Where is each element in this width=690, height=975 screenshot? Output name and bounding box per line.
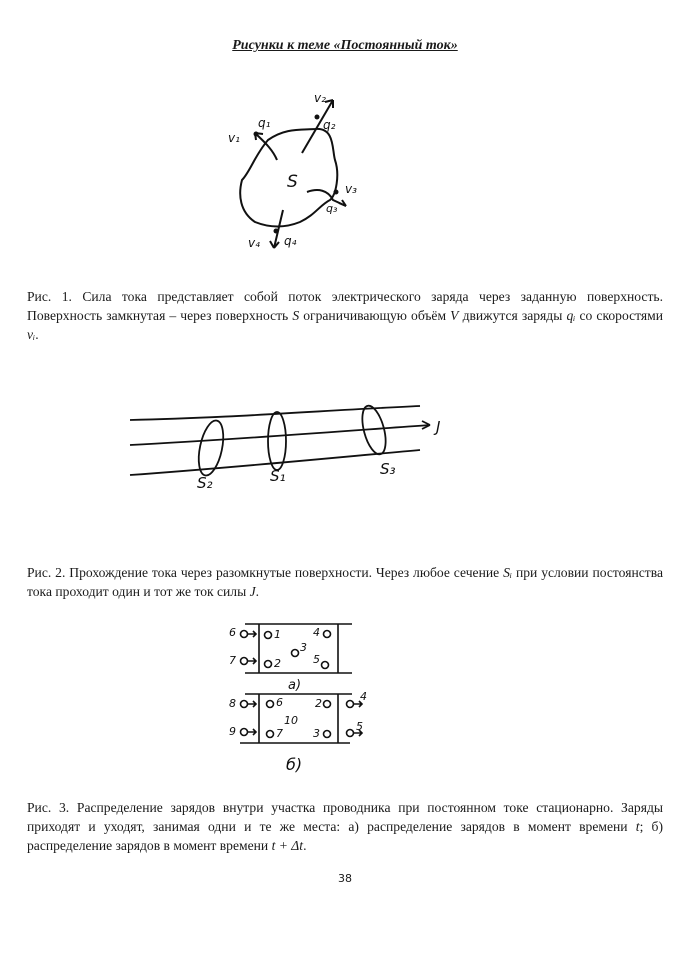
num: 2 [315,697,322,710]
num: 4 [360,690,367,703]
label-v4: v₄ [248,236,260,250]
label-a: а) [288,678,302,693]
num: 6 [229,626,236,639]
num: 7 [229,654,236,667]
label-S1: S₁ [270,467,286,485]
label-v3: v₃ [345,182,357,196]
num: 10 [284,714,298,727]
figure-3-charge-distribution [0,615,690,785]
page-number: 38 [338,872,352,885]
label-v1: v₁ [228,131,240,145]
figure-3-caption: Рис. 3. Распределение зарядов внутри участка проводника при постоянном токе стационарно. Заряды приходят и уходят, занимая одни и те же места: а) распределение зарядов в момент времени t; б) распределение зарядов в момент времени t + Δt. [27,800,663,853]
num: 3 [313,727,320,740]
num: 2 [274,657,281,670]
label-S: S [287,172,298,192]
label-q1: q₁ [258,116,271,130]
figure-2-caption: Рис. 2. Прохождение тока через разомкнутые поверхности. Через любое сечение Sᵢ при условии постоянства тока проходит один и тот же ток силы J. [27,565,663,599]
num: 5 [313,653,320,666]
page-title: Рисунки к теме «Постоянный ток» [232,38,458,53]
label-S2: S₂ [197,474,213,492]
num: 7 [276,727,283,740]
figure-2-conductor-sections [0,395,690,495]
num: 1 [274,628,281,641]
num: 6 [276,696,283,709]
figure-1-closed-surface [0,80,690,260]
label-S3: S₃ [380,460,396,478]
label-q4: q₄ [284,234,297,248]
num: 8 [229,697,236,710]
label-b: б) [286,755,303,774]
figure-1-caption: Рис. 1. Сила тока представляет собой поток электрического заряда через заданную поверхность. Поверхность замкнутая – через поверхность S ограничивающую объём V движутся заряды qᵢ со скоростями vᵢ. [27,289,664,342]
label-v2: v₂ [314,91,326,105]
num: 9 [229,725,236,738]
num: 3 [300,641,307,654]
num: 4 [313,626,320,639]
label-q3: q₃ [326,202,338,215]
label-J: J [436,418,441,436]
label-q2: q₂ [323,118,336,132]
num: 5 [356,720,363,733]
